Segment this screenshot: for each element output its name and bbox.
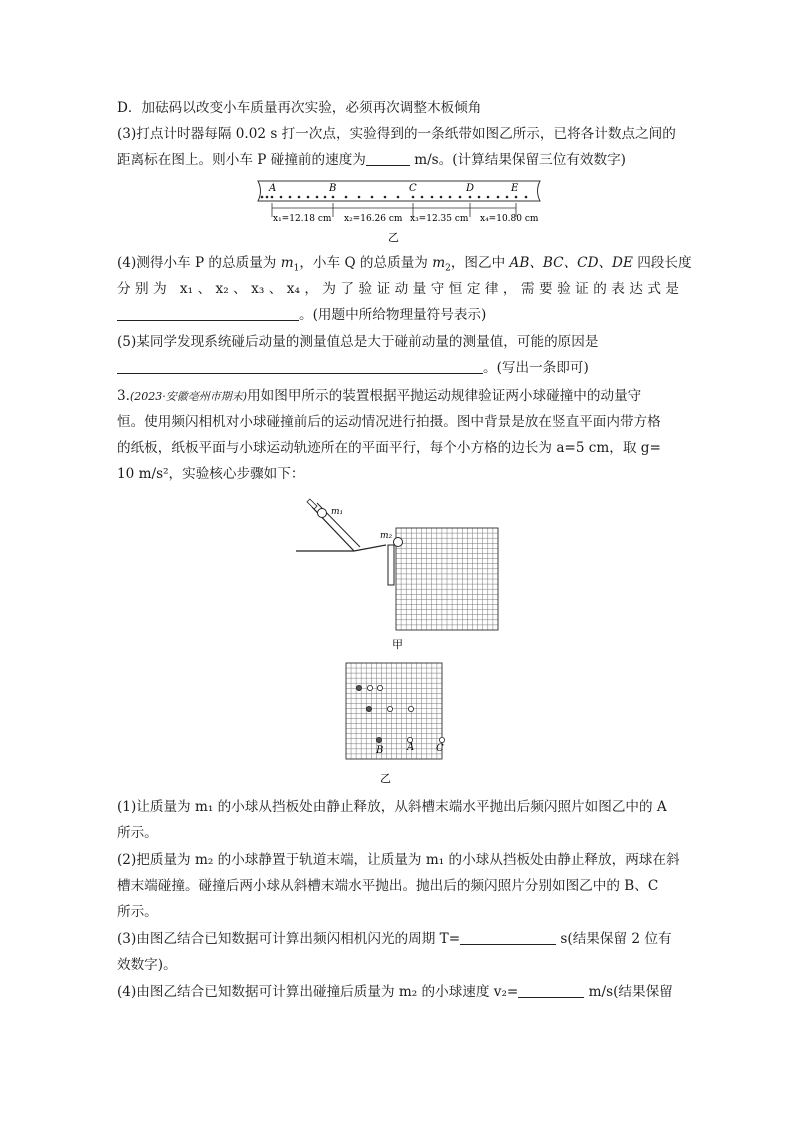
tape-point-c: C	[409, 183, 417, 194]
q2-part3-line2: 距离标在图上。则小车 P 碰撞前的速度为 m/s。(计算结果保留三位有效数字)	[117, 152, 626, 168]
ball-m1	[318, 509, 327, 518]
tape-dot	[421, 196, 424, 199]
q3-step2-line3: 所示。	[117, 904, 158, 920]
tape-dot	[261, 196, 264, 199]
ball-b-2	[366, 706, 371, 711]
tape-point-e: E	[511, 183, 519, 194]
q3-line2: 恒。使用频闪相机对小球碰撞前后的运动情况进行拍摄。图中背景是放在竖直平面内带方格	[117, 414, 661, 430]
tape-dot	[497, 196, 500, 199]
q2-part5-line1: (5)某同学发现系统碰后动量的测量值总是大于碰前动量的测量值，可能的原因是	[117, 334, 599, 350]
q3-number: 3.	[117, 388, 130, 404]
tape-dot	[298, 196, 301, 199]
tape-dot	[431, 196, 434, 199]
q2-option-d: D．加砝码以改变小车质量再次实验，必须再次调整木板倾角	[117, 100, 482, 116]
ball-m2	[394, 538, 403, 547]
answer-blank-reason[interactable]	[117, 359, 483, 374]
tape-point-b: B	[329, 183, 337, 194]
tape-dot	[478, 196, 481, 199]
q3-line3: 的纸板，纸板平面与小球运动轨迹所在的平面平行，每个小方格的边长为 a=5 cm，取 g=	[117, 440, 661, 456]
label-a: A	[407, 742, 415, 753]
tape-dot	[332, 196, 335, 199]
q3-step3-line2: 效数字)。	[117, 957, 177, 973]
ball-b-1	[356, 685, 361, 690]
q2-part5-line2: 。(写出一条即可)	[117, 358, 679, 378]
q3-step1-line2: 所示。	[117, 825, 158, 841]
track-end-support	[388, 545, 394, 585]
label-m1: m₁	[331, 507, 344, 517]
grid-border	[346, 663, 442, 759]
figure-jia-caption: 甲	[392, 638, 403, 651]
tape-dot	[289, 196, 292, 199]
answer-blank-period[interactable]	[460, 930, 556, 945]
ball-c-3	[439, 737, 444, 742]
label-m2: m₂	[380, 531, 393, 541]
ball-a-2	[387, 706, 392, 711]
label-b: B	[376, 745, 384, 756]
strobe-balls	[356, 685, 444, 742]
tape-dot	[459, 196, 462, 199]
tape-dot	[487, 196, 490, 199]
tape-point-a: A	[269, 183, 277, 194]
tape-point-d: D	[466, 183, 475, 194]
apparatus-figure-jia	[290, 496, 500, 656]
tape-dot	[449, 196, 452, 199]
tape-dot	[345, 196, 348, 199]
q2-part3-line1: (3)打点计时器每隔 0.02 s 打一次点，实验得到的一条纸带如图乙所示，已将各计数点之间的	[117, 126, 676, 142]
q2-part4-line2: 分别为 x₁、x₂、x₃、x₄，为了验证动量守恒定律，需要验证的表达式是	[117, 281, 679, 297]
grid-board-jia	[396, 528, 498, 630]
q3-source: (2023·安徽亳州市期末)	[129, 390, 248, 403]
tape-dot	[358, 196, 361, 199]
ball-c-1	[377, 685, 382, 690]
answer-blank-velocity-v2[interactable]	[518, 983, 584, 998]
q3-line1: 3.(2023·安徽亳州市期末)用如图甲所示的装置根据平抛运动规律验证两小球碰撞中的动量守	[117, 388, 642, 404]
tape-dot	[280, 196, 283, 199]
tape-segment-x1: x₁=12.18 cm	[273, 214, 332, 224]
q3-line4: 10 m/s²，实验核心步骤如下：	[117, 466, 305, 482]
tape-dot	[525, 196, 528, 199]
ball-a-1	[367, 685, 372, 690]
q3-step3-line1: (3)由图乙结合已知数据可计算出频闪相机闪光的周期 T= s(结果保留 2 位有	[117, 931, 672, 947]
tape-dot	[324, 196, 327, 199]
figure-yi-caption: 乙	[380, 772, 391, 785]
ticker-tape-figure	[250, 177, 544, 247]
ball-c-2	[408, 706, 413, 711]
tape-segment-x3: x₃=12.35 cm	[410, 214, 469, 224]
tape-segment-x2: x₂=16.26 cm	[344, 214, 403, 224]
tape-dot	[440, 196, 443, 199]
q3-step1-line1: (1)让质量为 m₁ 的小球从挡板处由静止释放，从斜槽末端水平抛出后频闪照片如图乙中的 A	[117, 799, 667, 815]
tape-dot	[316, 196, 319, 199]
tape-dot	[371, 196, 374, 199]
label-c: C	[436, 743, 444, 754]
tape-dot	[384, 196, 387, 199]
tape-segment-x4: x₄=10.80 cm	[480, 214, 539, 224]
q2-part4-line3: 。(用题中所给物理量符号表示)	[117, 305, 679, 325]
tape-dot	[397, 196, 400, 199]
answer-blank-velocity[interactable]	[366, 151, 410, 166]
tape-dot	[506, 196, 509, 199]
tape-dot	[271, 196, 274, 199]
tape-dot	[515, 196, 518, 199]
ball-b-3	[376, 737, 381, 742]
answer-blank-expression[interactable]	[117, 306, 299, 321]
tape-dot	[469, 196, 472, 199]
strobe-grid-figure-yi	[342, 660, 446, 786]
grid-board-yi	[346, 663, 442, 759]
q3-step2-line1: (2)把质量为 m₂ 的小球静置于轨道末端，让质量为 m₁ 的小球从挡板处由静止释放，两球在斜	[117, 852, 680, 868]
q2-part4-line1: (4)测得小车 P 的总质量为 $m_1$，小车 Q 的总质量为 $m_2$，图乙中 AB、BC、CD、DE 四段长度	[117, 255, 692, 274]
tape-dot	[412, 196, 415, 199]
tape-dot	[266, 196, 269, 199]
q3-step4-line1: (4)由图乙结合已知数据可计算出碰撞后质量为 m₂ 的小球速度 v₂= m/s(结果保留	[117, 984, 673, 1000]
tape-dot	[307, 196, 310, 199]
q3-step2-line2: 槽末端碰撞。碰撞后两小球从斜槽末端水平抛出。抛出后的频闪照片分别如图乙中的 B、C	[117, 878, 659, 894]
tape-caption: 乙	[388, 231, 399, 244]
